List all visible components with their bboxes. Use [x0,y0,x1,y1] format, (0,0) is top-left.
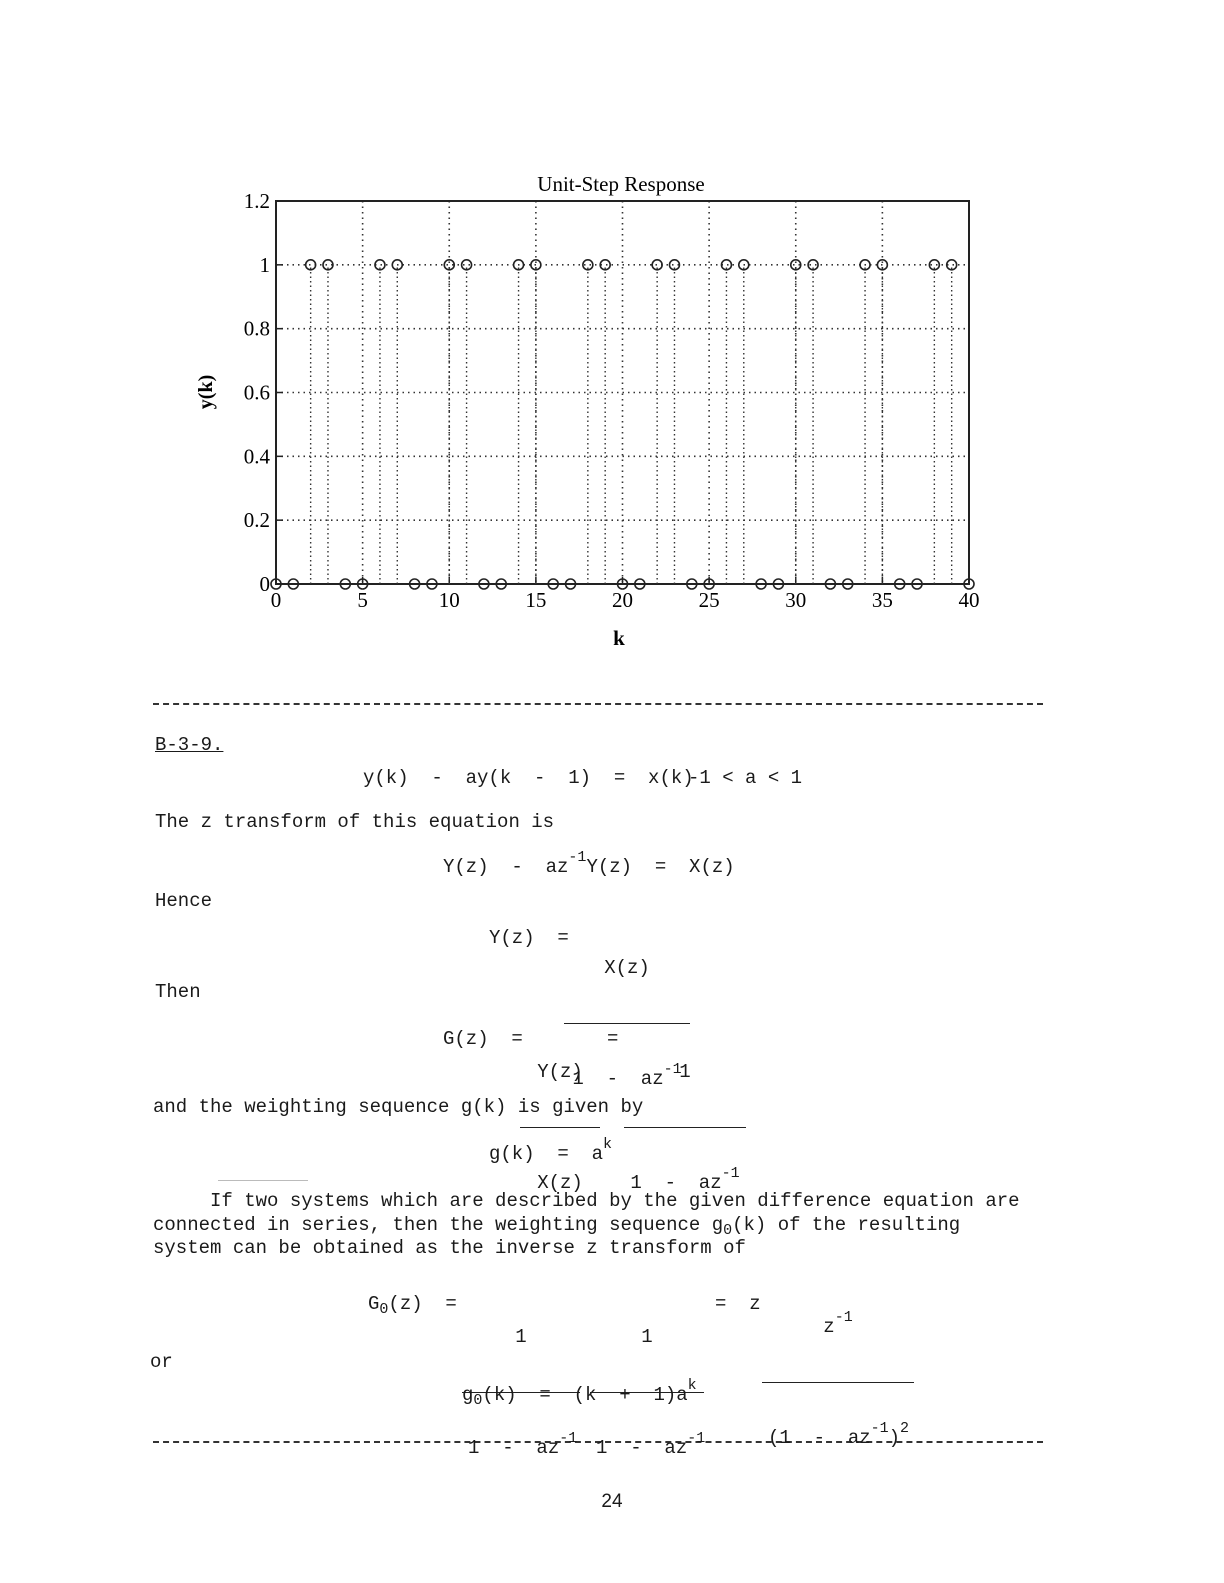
G0-den3-pow: 2 [900,1420,910,1437]
separator-top [153,703,1043,705]
Gz-den2-text: 1 - az [630,1172,722,1194]
chart-title: Unit-Step Response [537,172,705,196]
Gz-lhs: G(z) = [443,1028,523,1050]
Gz-den1: X(z) [537,1172,583,1194]
G0-den1 [462,1430,580,1459]
g0k-sub: 0 [473,1392,483,1409]
y-tick-label: 0.4 [243,444,270,469]
series-text-2b: (k) of the resulting [732,1214,961,1236]
G0-den2-text: 1 - az [596,1437,688,1459]
G0-num3 [762,1309,914,1338]
y-tick-label: 1.2 [243,189,270,213]
hence-text: Hence [155,890,213,912]
series-text-2a: connected in series, then the weighting sequence g [153,1214,724,1236]
series-text-3: system can be obtained as the inverse z transform of [153,1237,746,1259]
g0k-exp: k [687,1377,697,1394]
x-axis-label: k [613,626,625,650]
y-tick-label: 0.6 [243,380,270,405]
G0-num1: 1 [515,1326,527,1348]
parameter-condition: -1 < a < 1 [688,767,803,789]
Yz-den-text: 1 - az [572,1068,664,1090]
y-tick-label: 0.2 [243,508,270,533]
Yz-numerator: X(z) [604,957,650,979]
chart-grid [276,201,969,584]
Gz-equals: = [607,1028,619,1050]
G0-equals-z: = z [715,1293,761,1315]
page-number: 24 [601,1491,623,1512]
y-axis-label: y(k) [195,374,217,410]
G0-den2-exp: -1 [687,1430,706,1447]
G0-lhs-sub: 0 [379,1301,389,1318]
G0-den3 [762,1420,914,1449]
x-tick-label: 25 [698,588,720,612]
G0-fraction-1 [462,1282,580,1481]
ztransform-rhs: Y(z) = X(z) [586,856,735,878]
gk-exp: k [603,1136,613,1153]
series-text-2 [153,1214,961,1239]
gk-equation [489,1136,613,1165]
x-tick-label: 5 [357,588,368,612]
x-tick-label: 15 [525,588,547,612]
z-transform-equation [443,849,735,878]
series-text-2-sub: 0 [723,1222,733,1239]
Gz-den2-exp: -1 [721,1165,740,1182]
G0-den3-text: (1 - az [768,1427,871,1449]
g0k-lhs: g [462,1384,474,1406]
G0-num3-text: z [823,1316,835,1338]
unit-step-chart [0,0,1224,660]
G0-den3-exp: -1 [870,1420,889,1437]
G0-fraction-3 [762,1272,914,1471]
y-tick-label: 0.8 [243,316,270,341]
Gz-num1: Y(z) [537,1061,583,1083]
y-tick-label: 1 [259,252,270,277]
Gz-num2: 1 [679,1061,691,1083]
x-tick-label: 30 [785,588,807,612]
x-tick-label: 35 [871,588,893,612]
x-tick-label: 10 [438,588,460,612]
Yz-lhs: Y(z) = [489,927,569,949]
gk-lhs: g(k) = a [489,1143,604,1165]
or-text: or [150,1351,173,1373]
G0-lhs-G: G [368,1293,380,1315]
difference-equation: y(k) - ay(k - 1) = x(k) [363,767,694,789]
ztransform-lhs: Y(z) - az [443,856,569,878]
chart-ticks [244,189,980,612]
x-tick-label: 40 [958,588,980,612]
z-transform-text: The z transform of this equation is [155,811,555,833]
G0-lhs-rest: (z) = [388,1293,457,1315]
problem-label: B-3-9. [155,734,224,756]
y-tick-label: 0 [259,572,270,596]
G0-den2 [590,1430,706,1459]
chart-stems [311,265,952,584]
ztransform-exp: -1 [568,849,587,866]
then-text: Then [155,981,201,1003]
G0-lhs [368,1293,457,1318]
G0-den1-text: 1 - az [468,1437,560,1459]
x-tick-label: 20 [612,588,633,612]
g0k-equation [462,1377,697,1409]
Yz-den-exp: -1 [663,1061,682,1078]
G0-den1-exp: -1 [559,1430,578,1447]
G0-den3-close: ) [888,1427,901,1449]
x-tick-label: 0 [270,588,282,612]
G0-num2: 1 [641,1326,653,1348]
G0-num3-exp: -1 [834,1309,853,1326]
faint-mark [218,1180,308,1181]
g0k-rest: (k) = (k + 1)a [482,1384,688,1406]
weighting-text: and the weighting sequence g(k) is given by [153,1096,644,1118]
series-text-1: If two systems which are described by the given difference equation are [153,1190,1020,1212]
chart-markers [271,260,974,589]
